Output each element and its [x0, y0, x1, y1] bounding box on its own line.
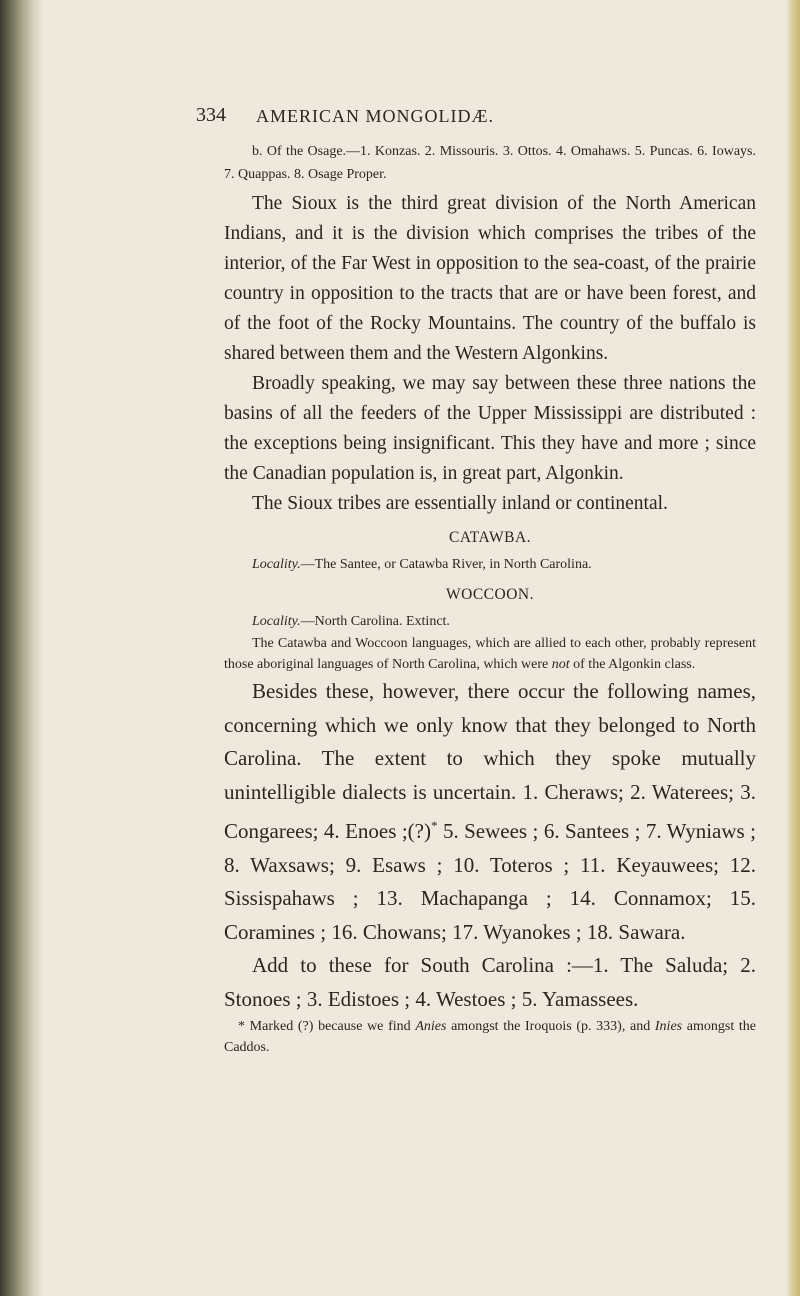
besides-text-after: 5. Sewees ; 6. Santees ; 7. Wyniaws ; 8. Waxsaws; 9. Esaws ; 10. Toteros ; 11. Keyauwees; 12. Sissispahaws ; 13. Machapanga ; 14. Connamox; 15. Coramines ; 16. Chowans; 17. Wyanokes ; 18. Sawara.	[224, 819, 756, 944]
footnote-italic-inies: Inies	[654, 1019, 683, 1034]
note-text-before: The Catawba and Woccoon languages, which are allied to each other, probably represent those aboriginal languages of North Carolina, which were	[224, 636, 756, 672]
body-text	[224, 140, 756, 1058]
heading-woccoon: WOCCOON.	[446, 586, 534, 603]
footnote-italic-anies: Anies	[415, 1019, 447, 1034]
besides-text-before: Besides these, however, there occur the following names, concerning which we only know that they belonged to North Carolina. The extent to which they spoke mutually unintelligible dialects is uncertain. 1. Cheraws; 2. Waterees; 3. Congarees; 4. Enoes ;(?)	[224, 679, 756, 843]
paragraph-south-carolina: Add to these for South Carolina :—1. The Saluda; 2. Stonoes ; 3. Edistoes ; 4. Westoes ; 5. Yamassees.	[224, 953, 756, 1011]
page-header	[0, 104, 800, 134]
catawba-locality-label: Locality.	[252, 557, 301, 572]
note-italic: not	[551, 657, 570, 672]
footnote	[224, 1016, 756, 1058]
woccoon-locality-text: —North Carolina. Extinct.	[300, 614, 450, 629]
woccoon-locality	[224, 610, 756, 633]
languages-note	[224, 633, 756, 675]
footnote-middle: amongst the Iroquois (p. 333), and	[446, 1019, 655, 1034]
page-number: 334	[196, 104, 226, 126]
note-text-after: of the Algonkin class.	[569, 657, 696, 672]
catawba-locality	[224, 553, 756, 576]
footnote-marker: *	[431, 818, 438, 833]
footnote-before: * Marked (?) because we find	[238, 1019, 416, 1034]
paragraph-inland: The Sioux tribes are essentially inland or continental.	[252, 493, 668, 514]
woccoon-locality-label: Locality.	[252, 614, 301, 629]
running-head: AMERICAN MONGOLIDÆ.	[256, 106, 494, 126]
paragraph-sioux-division: The Sioux is the third great division of the North American Indians, and it is the division which comprises the tribes of the interior, of the Far West in opposition to the sea-coast, of the prairie country in opposition to the tracts that are or have been forest, and of the foot of the Rocky Mountains. The country of the buffalo is shared between them and the Western Algonkins.	[224, 193, 756, 364]
catawba-locality-text: —The Santee, or Catawba River, in North Carolina.	[300, 557, 592, 572]
heading-catawba: CATAWBA.	[448, 529, 532, 546]
footnote-after: amongst the Caddos.	[224, 1019, 757, 1055]
paragraph-broadly-speaking: Broadly speaking, we may say between these three nations the basins of all the feeders of the Upper Mississippi are distributed : the exceptions being insignificant. This they have and more ; since the Canadian population is, in great part, Algonkin.	[224, 373, 756, 484]
paragraph-besides	[224, 675, 756, 949]
osage-list: b. Of the Osage.—1. Konzas. 2. Missouris. 3. Ottos. 4. Omahaws. 5. Puncas. 6. Ioways. 7. Quappas. 8. Osage Proper.	[224, 144, 756, 182]
